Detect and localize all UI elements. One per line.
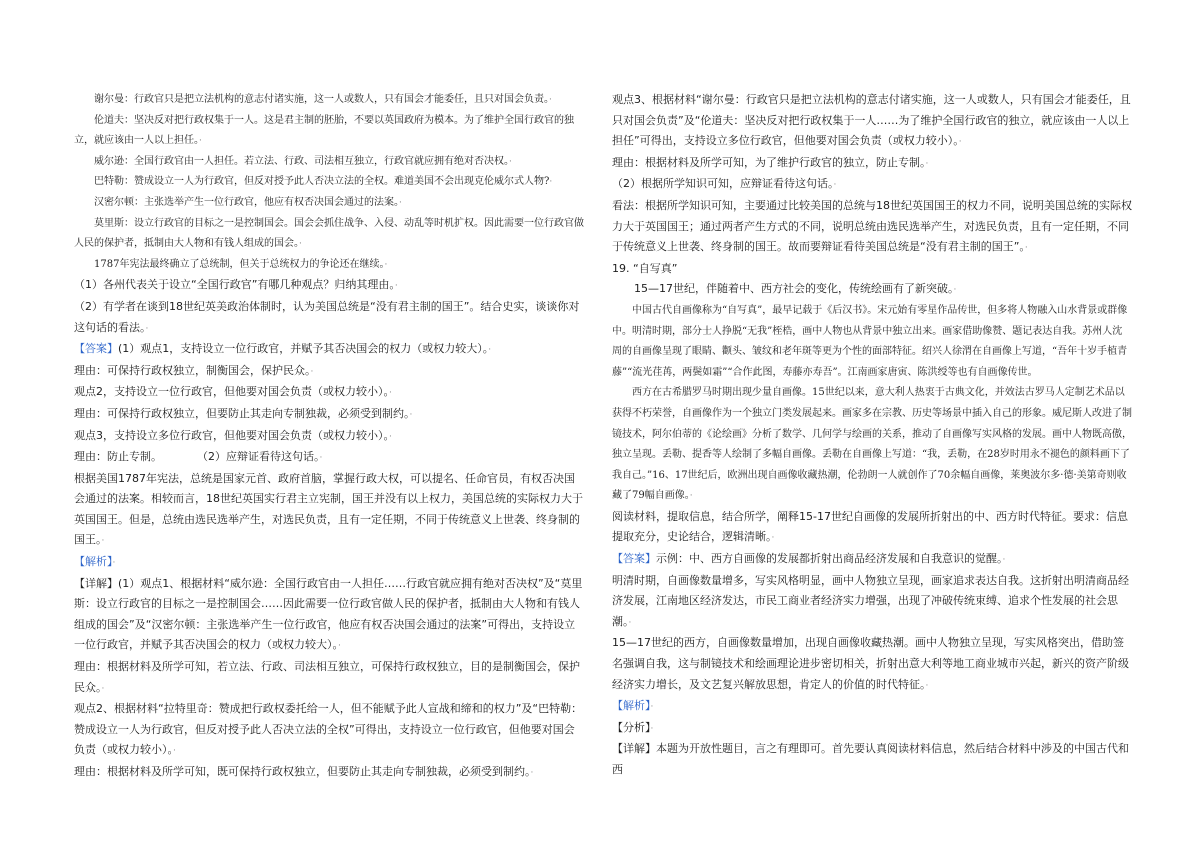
question-1: （1）各州代表关于设立“全国行政官”有哪几种观点？归纳其理由。· <box>74 278 398 292</box>
answer-summary: 【答案】示例：中、西方自画像的发展都折射出商品经济发展和自我意识的觉醒。· <box>612 552 1006 566</box>
detail-part-2: （2）根据所学知识可知，应辩证看待这句话。· <box>612 177 837 191</box>
answer-west: 15—17世纪的西方，自画像数量增加，出现自画像收藏热潮。画中人物独立呈现，写实风格突出，借助签名强调自我，这与制镜技术和绘画理论进步密切相关，折射出意大利等地工商业城市兴起，新兴的资产阶级经济实力增长，及文艺复兴解放思想，肯定人的价值的时代特征。· <box>612 636 1129 691</box>
answer-reason-1: 理由：可保持行政权独立，制衡国会，保护民众。· <box>74 363 314 377</box>
question-2: （2）有学者在谈到18世纪英美政治体制时，认为美国总统是“没有君主制的国王”。结合史实，谈谈你对这句话的看法。· <box>74 299 580 334</box>
question-19-title: 19. “自写真” <box>612 261 678 275</box>
material-intro: 15—17世纪，伴随着中、西方社会的变化，传统绘画有了新突破。· <box>634 282 957 296</box>
material-butler: 巴特勒：赞成设立一人为行政官，但反对授予此人否决立法的全权。难道美国不会出现克伦威尔式人物?· <box>94 176 553 188</box>
detail-opinion: 看法：根据所学知识可知，主要通过比较美国的总统与18世纪英国国王的权力不同，说明美国总统的实际权力大于英国国王；通过两者产生方式的不同，说明总统由选民选举产生，对选民负责，且有一定任期，不同于传统意义上世袭、终身制的国王。故而要辩证看待美国总统是“没有君主制的国王”。· <box>612 198 1132 254</box>
material-morris: 莫里斯：设立行政官的目标之一是控制国会。国会会抓住战争、入侵、动乱等时机扩权。因此需要一位行政官做人民的保护者，抵制由大人物和有钱人组成的国会。· <box>74 217 584 250</box>
analysis-header: 【分析】· <box>612 720 654 734</box>
answer-view-1: 【答案】(1）观点1，支持设立一位行政官，并赋予其否决国会的权力（或权力较大）。· <box>74 342 492 356</box>
detail-view-1: 【详解】(1）观点1、根据材料“威尔逊：全国行政官由一人担任……行政官就应拥有绝对否决权”及“莫里斯：设立行政官的目标之一是控制国会……因此需要一位行政官做人民的保护者，抵制由大人物和有钱人组成的国会”及“汉密尔顿：主张选举产生一位行政官，他应有权否决国会通过的法案”可得出，支持设立一位行政官，并赋予其否决国会的权力（或权力较大）。· <box>74 576 583 652</box>
question-19-prompt: 阅读材料，提取信息，结合所学，阐释15-17世纪自画像的发展所折射出的中、西方时代特征。要求：信息提取充分，史论结合，逻辑清晰。· <box>612 509 1128 544</box>
detail-view-2: 观点2、根据材料“拉特里奇：赞成把行政权委托给一人，但不能赋予此人宣战和缔和的权力”及“巴特勒：赞成设立一人为行政官，但反对授予此人否决立法的全权”可得出，支持设立一位行政官，但他要对国会负责（或权力较小）。· <box>74 702 583 757</box>
detail-open-question: 【详解】本题为开放性题目，言之有理即可。首先要认真阅读材料信息，然后结合材料中涉及的中国古代和西 <box>612 742 1129 776</box>
right-column <box>612 90 1132 781</box>
answer-part-2: 根据美国1787年宪法，总统是国家元首、政府首脑，掌握行政大权，可以提名、任命官员，有权否决国会通过的法案。相较而言，18世纪英国实行君主立宪制，国王并没有以上权力，美国总统的实际权力大于英国国王。但是，总统由选民选举产生，对选民负责，且有一定任期，不同于传统意义上世袭、终身制的国王。· <box>74 471 583 547</box>
analysis-tag: 【解析】· <box>612 699 654 713</box>
detail-reason-2: 理由：根据材料及所学可知，既可保持行政权独立，但要防止其走向专制独裁，必须受到制约。· <box>74 765 534 778</box>
material-hamilton: 汉密尔顿：主张选举产生一位行政官，他应有权否决国会通过的法案。· <box>94 196 402 208</box>
material-constitution: 1787年宪法最终确立了总统制，但关于总统权力的争论还在继续。· <box>94 258 388 270</box>
answer-view-3: 观点3，支持设立多位行政官，但他要对国会负责（或权力较小）。· <box>74 428 392 442</box>
material-wilson: 威尔逊：全国行政官由一人担任。若立法、行政、司法相互独立，行政官就应拥有绝对否决权。· <box>94 155 512 167</box>
answer-reason-3: 理由：防止专制。 （2）应辩证看待这句话。· <box>74 450 323 464</box>
detail-reason-1: 理由：根据材料及所学可知，若立法、行政、司法相互独立，可保持行政权独立，目的是制衡国会，保护民众。· <box>74 660 580 694</box>
answer-ming-qing: 明清时期，自画像数量增多，写实风格明显，画中人物独立呈现，画家追求表达自我。这折射出明清商品经济发展，江南地区经济发达，市民工商业者经济实力增强，出现了冲破传统束缚、追求个性发展的社会思潮。· <box>612 573 1129 628</box>
detail-view-3: 观点3、根据材料“谢尔曼：行政官只是把立法机构的意志付诸实施，这一人或数人，只有国会才能委任，且只对国会负责”及“伦道夫：坚决反对把行政权集于一人……为了维护全国行政官的独立，就应该由一人以上担任”可得出，支持设立多位行政官，但他要对国会负责（或权力较小）。· <box>612 93 1131 148</box>
left-column <box>74 90 584 784</box>
material-western-portraits: 西方在古希腊罗马时期出现少量自画像。15世纪以来，意大利人热衷于古典文化，并效法古罗马人定制艺术品以获得不朽荣誉，自画像作为一个独立门类发展起来。画家多在宗教、历史等场景中插入自己的形象。威尼斯人改进了制镜技术，阿尔伯蒂的《论绘画》分析了数学、几何学与绘画的关系，推动了自画像写实风格的发展。画中人物既高傲，独立呈现。丢勒、提香等人绘制了多幅自画像。丢勒在自画像上写道：“我，丢勒，在28岁时用永不褪色的颜料画下了我自己。”16、17世纪后，欧洲出现自画像收藏热潮，伦勃朗一人就创作了70余幅自画像，莱奥波尔多·德·美第奇则收藏了79幅自画像。· <box>612 387 1132 502</box>
material-sherman: 谢尔曼：行政官只是把立法机构的意志付诸实施，这一人或数人，只有国会才能委任，且只对国会负责。· <box>94 94 552 105</box>
answer-tag: 【答案】 <box>612 552 656 566</box>
answer-tag: 【答案】 <box>74 342 118 356</box>
detail-reason-3: 理由：根据材料及所学可知，为了维护行政官的独立，防止专制。· <box>612 155 929 169</box>
answer-view-2: 观点2，支持设立一位行政官，但他要对国会负责（或权力较小）。· <box>74 385 392 399</box>
material-randolph: 伦道夫：坚决反对把行政权集于一人。这是君主制的胚胎，不要以英国政府为模本。为了维护全国行政官的独立，就应该由一人以上担任。· <box>74 114 574 147</box>
answer-reason-2: 理由：可保持行政权独立，但要防止其走向专制独裁，必须受到制约。· <box>74 406 413 420</box>
analysis-tag: 【解析】· <box>74 555 116 569</box>
material-chinese-portraits: 中国古代自画像称为“自写真”，最早记载于《后汉书》。宋元始有零星作品传世，但多将人物融入山水背景或群像中。明清时期，部分士人挣脱“无我”桎梏，画中人物也从背景中独立出来。画家借助像赞、题记表达自我。苏州人沈周的自画像呈现了眼睛、颧头、皱纹和老年斑等更为个性的面部特征。绍兴人徐渭在自画像上写道，“吾年十岁手植青藤”“流光荏苒，两鬓如霜”“合作此图，寿藤亦寿吾”。江南画家唐寅、陈洪绶等也有自画像传世。 <box>612 304 1128 378</box>
